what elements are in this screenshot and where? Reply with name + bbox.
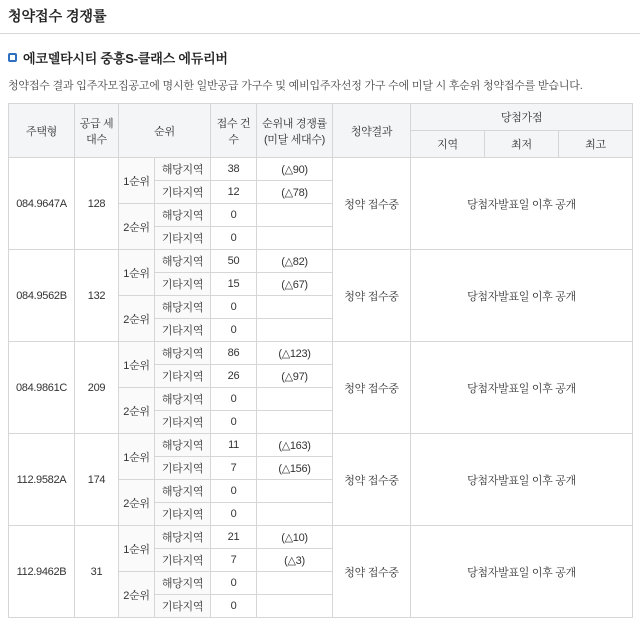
cell-receipt-count: 26 — [211, 365, 257, 388]
cell-receipt-count: 12 — [211, 181, 257, 204]
cell-rank-ratio — [257, 503, 333, 526]
cell-rank-ratio — [257, 595, 333, 618]
page-title: 청약접수 경쟁률 — [8, 8, 107, 24]
cell-rank-ratio: (△156) — [257, 457, 333, 480]
th-result: 청약결과 — [333, 104, 411, 158]
cell-result: 청약 접수중 — [333, 526, 411, 618]
cell-bonus-note: 당첨자발표일 이후 공개 — [411, 158, 633, 250]
cell-region: 해당지역 — [155, 388, 211, 411]
cell-rank-ratio — [257, 204, 333, 227]
th-supply-units: 공급 세대수 — [75, 104, 119, 158]
cell-region: 기타지역 — [155, 227, 211, 250]
table-row — [9, 250, 633, 273]
cell-receipt-count: 15 — [211, 273, 257, 296]
table-row — [9, 342, 633, 365]
cell-rank: 1순위 — [119, 342, 155, 388]
cell-rank-ratio: (△3) — [257, 549, 333, 572]
cell-receipt-count: 7 — [211, 457, 257, 480]
cell-receipt-count: 50 — [211, 250, 257, 273]
cell-region: 기타지역 — [155, 319, 211, 342]
cell-rank: 2순위 — [119, 480, 155, 526]
cell-receipt-count: 0 — [211, 480, 257, 503]
section-description: 청약접수 결과 입주자모집공고에 명시한 일반공급 가구수 및 예비입주자선정 가구 수에 미달 시 후순위 청약접수를 받습니다. — [8, 80, 583, 92]
cell-region: 기타지역 — [155, 365, 211, 388]
cell-rank-ratio: (△97) — [257, 365, 333, 388]
cell-rank-ratio: (△78) — [257, 181, 333, 204]
cell-rank-ratio — [257, 480, 333, 503]
cell-supply-units: 31 — [75, 526, 119, 618]
cell-rank: 2순위 — [119, 572, 155, 618]
cell-supply-units: 174 — [75, 434, 119, 526]
cell-receipt-count: 0 — [211, 595, 257, 618]
cell-result: 청약 접수중 — [333, 158, 411, 250]
th-bonus-area: 지역 — [411, 131, 485, 158]
cell-region: 기타지역 — [155, 503, 211, 526]
cell-receipt-count: 86 — [211, 342, 257, 365]
cell-rank-ratio — [257, 411, 333, 434]
cell-receipt-count: 0 — [211, 227, 257, 250]
cell-rank-ratio: (△90) — [257, 158, 333, 181]
cell-region: 해당지역 — [155, 158, 211, 181]
table-header-row-1 — [9, 104, 633, 131]
cell-region: 해당지역 — [155, 480, 211, 503]
table-body — [9, 158, 633, 618]
cell-rank: 2순위 — [119, 388, 155, 434]
cell-housing-type: 084.9861C — [9, 342, 75, 434]
competition-table — [8, 103, 633, 618]
cell-region: 해당지역 — [155, 250, 211, 273]
cell-rank: 2순위 — [119, 296, 155, 342]
cell-bonus-note: 당첨자발표일 이후 공개 — [411, 342, 633, 434]
cell-supply-units: 132 — [75, 250, 119, 342]
cell-region: 기타지역 — [155, 549, 211, 572]
cell-supply-units: 209 — [75, 342, 119, 434]
table-header — [9, 104, 633, 158]
cell-region: 해당지역 — [155, 526, 211, 549]
cell-region: 해당지역 — [155, 342, 211, 365]
cell-rank-ratio: (△123) — [257, 342, 333, 365]
table-row — [9, 158, 633, 181]
cell-receipt-count: 11 — [211, 434, 257, 457]
cell-region: 기타지역 — [155, 457, 211, 480]
cell-receipt-count: 38 — [211, 158, 257, 181]
cell-bonus-note: 당첨자발표일 이후 공개 — [411, 526, 633, 618]
section-header — [0, 34, 640, 73]
cell-rank-ratio — [257, 319, 333, 342]
th-housing-type: 주택형 — [9, 104, 75, 158]
section-title: 에코델타시티 중흥S-클래스 에듀리버 — [23, 51, 228, 66]
cell-region: 해당지역 — [155, 296, 211, 319]
cell-rank: 1순위 — [119, 158, 155, 204]
cell-rank-ratio: (△10) — [257, 526, 333, 549]
cell-rank-ratio — [257, 572, 333, 595]
cell-region: 해당지역 — [155, 572, 211, 595]
cell-housing-type: 112.9582A — [9, 434, 75, 526]
cell-receipt-count: 0 — [211, 319, 257, 342]
cell-region: 해당지역 — [155, 434, 211, 457]
th-bonus-score: 당첨가점 — [411, 104, 633, 131]
cell-receipt-count: 7 — [211, 549, 257, 572]
cell-receipt-count: 0 — [211, 204, 257, 227]
cell-bonus-note: 당첨자발표일 이후 공개 — [411, 434, 633, 526]
th-rank-ratio: 순위내 경쟁률 (미달 세대수) — [257, 104, 333, 158]
th-bonus-max: 최고 — [559, 131, 633, 158]
cell-bonus-note: 당첨자발표일 이후 공개 — [411, 250, 633, 342]
cell-housing-type: 084.9647A — [9, 158, 75, 250]
cell-supply-units: 128 — [75, 158, 119, 250]
cell-rank-ratio — [257, 388, 333, 411]
cell-result: 청약 접수중 — [333, 250, 411, 342]
cell-rank-ratio — [257, 227, 333, 250]
th-bonus-min: 최저 — [485, 131, 559, 158]
cell-receipt-count: 21 — [211, 526, 257, 549]
cell-rank-ratio — [257, 296, 333, 319]
cell-receipt-count: 0 — [211, 411, 257, 434]
cell-receipt-count: 0 — [211, 503, 257, 526]
cell-region: 기타지역 — [155, 595, 211, 618]
cell-rank: 2순위 — [119, 204, 155, 250]
cell-result: 청약 접수중 — [333, 434, 411, 526]
cell-rank-ratio: (△163) — [257, 434, 333, 457]
cell-rank: 1순위 — [119, 434, 155, 480]
cell-region: 기타지역 — [155, 181, 211, 204]
th-rank: 순위 — [119, 104, 211, 158]
table-row — [9, 526, 633, 549]
cell-rank-ratio: (△82) — [257, 250, 333, 273]
cell-housing-type: 112.9462B — [9, 526, 75, 618]
square-outline-icon — [8, 53, 17, 62]
cell-region: 기타지역 — [155, 273, 211, 296]
cell-rank-ratio: (△67) — [257, 273, 333, 296]
cell-region: 기타지역 — [155, 411, 211, 434]
cell-rank: 1순위 — [119, 526, 155, 572]
cell-result: 청약 접수중 — [333, 342, 411, 434]
cell-receipt-count: 0 — [211, 572, 257, 595]
table-row — [9, 434, 633, 457]
cell-rank: 1순위 — [119, 250, 155, 296]
cell-housing-type: 084.9562B — [9, 250, 75, 342]
cell-receipt-count: 0 — [211, 388, 257, 411]
cell-receipt-count: 0 — [211, 296, 257, 319]
cell-region: 해당지역 — [155, 204, 211, 227]
th-receipt-count: 접수 건수 — [211, 104, 257, 158]
